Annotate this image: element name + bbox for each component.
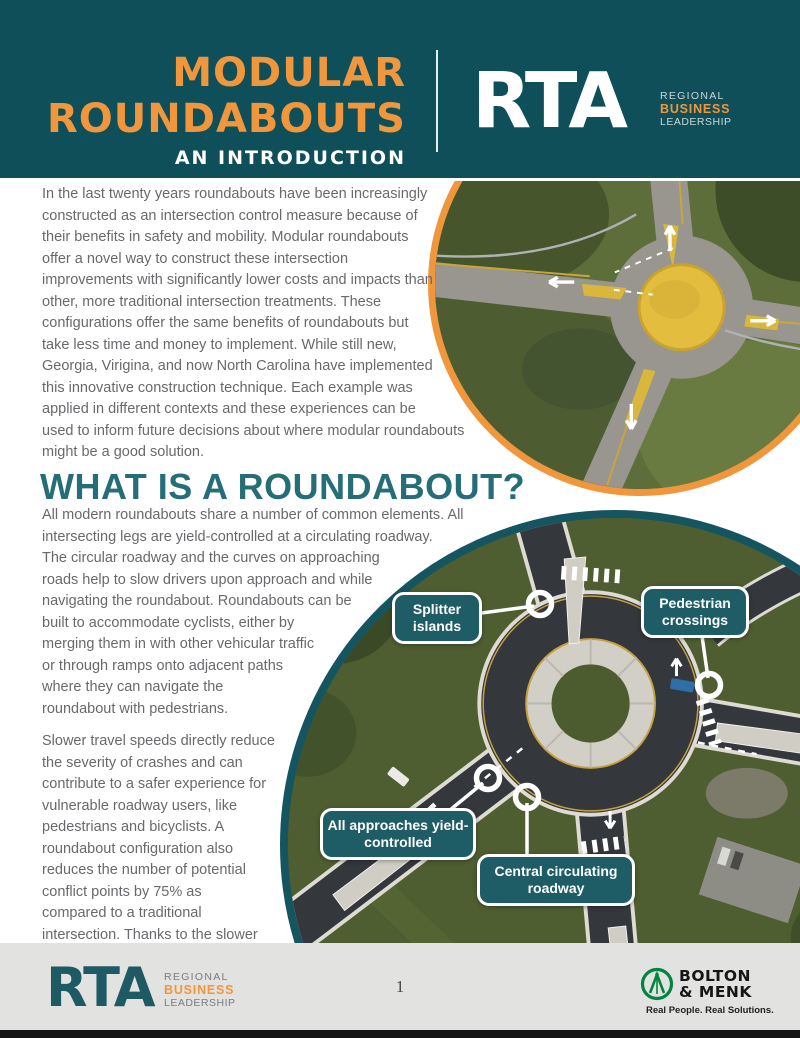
title-line-1: MODULAR — [172, 50, 406, 96]
callout-splitter-islands: Splitter islands — [392, 592, 482, 644]
intro-text-wrap-shape — [434, 184, 764, 504]
what-is-section — [42, 505, 784, 950]
rta-tagline-business: BUSINESS — [660, 102, 731, 116]
page-bottom-edge — [0, 1030, 800, 1038]
rta-tagline-regional: REGIONAL — [660, 90, 725, 102]
intro-section — [42, 184, 764, 504]
header-divider — [436, 50, 438, 152]
footer-rta-logo: RTA — [46, 956, 154, 1019]
bolton-menk-tagline: Real People. Real Solutions. — [646, 1005, 774, 1016]
bolton-menk-logo — [679, 968, 752, 1000]
rta-logo: RTA — [472, 57, 625, 146]
bolton-menk-compass-icon — [640, 967, 674, 1001]
title-line-2: ROUNDABOUTS — [47, 96, 406, 142]
bolton-menk-line-2: & MENK — [679, 983, 752, 1001]
footer-rta-business: BUSINESS — [164, 983, 235, 997]
rta-logo-tagline — [660, 90, 732, 129]
footer — [0, 943, 800, 1030]
callout-central-roadway: Central circulating roadway — [477, 854, 635, 906]
what-is-paragraph-2: Slower travel speeds directly reduce the severity of crashes and can contribute to a safer experience for vulnerable roadway users, like pedestrians and bicyclists. A roundabout configuration also reduces the number of potential conflict points by 75% as compared to a traditional intersection. Thanks to the slower — [42, 733, 275, 943]
intro-paragraph: In the last twenty years roundabouts have been increasingly constructed as an intersection control measure because of their benefits in safety and mobility. Modular roundabouts offer a novel way to construct these intersection improvements with significantly lower costs and impacts than other, more traditional intersection treatments. These configurations offer the same benefits of roundabouts but take less time and money to implement. While still new, Georgia, Virigina, and now North Carolina have implemented this innovative construction technique. Each example was applied in different contexts and these experiences can be used to inform future decisions about where modular roundabouts might be a good solution. — [42, 186, 465, 460]
callout-pedestrian-crossings: Pedestrian crossings — [641, 586, 749, 638]
what-is-paragraph-1: All modern roundabouts share a number of common elements. All intersecting legs are yield-controlled at a circulating roadway. The circular roadway and the curves on approaching roads help to slow drivers upon approach and while navigating the roundabout. Roundabouts can be built to accommodate cyclists, either by merging them in with other vehicular traffic or through ramps onto adjacent paths where they can navigate the roundabout with pedestrians. — [42, 507, 464, 717]
rta-tagline-leadership: LEADERSHIP — [660, 116, 732, 128]
document-title — [0, 50, 406, 170]
footer-rta-tagline — [164, 971, 236, 1010]
bolton-menk-line-1: BOLTON — [679, 967, 752, 985]
callout-yield-controlled: All approaches yield-controlled — [320, 808, 476, 860]
footer-rta-leadership: LEADERSHIP — [164, 997, 236, 1009]
footer-rta-regional: REGIONAL — [164, 971, 229, 983]
header-banner — [0, 0, 800, 178]
title-subtitle: AN INTRODUCTION — [174, 147, 406, 169]
page-number: 1 — [395, 977, 405, 996]
section-heading: WHAT IS A ROUNDABOUT? — [40, 466, 526, 507]
